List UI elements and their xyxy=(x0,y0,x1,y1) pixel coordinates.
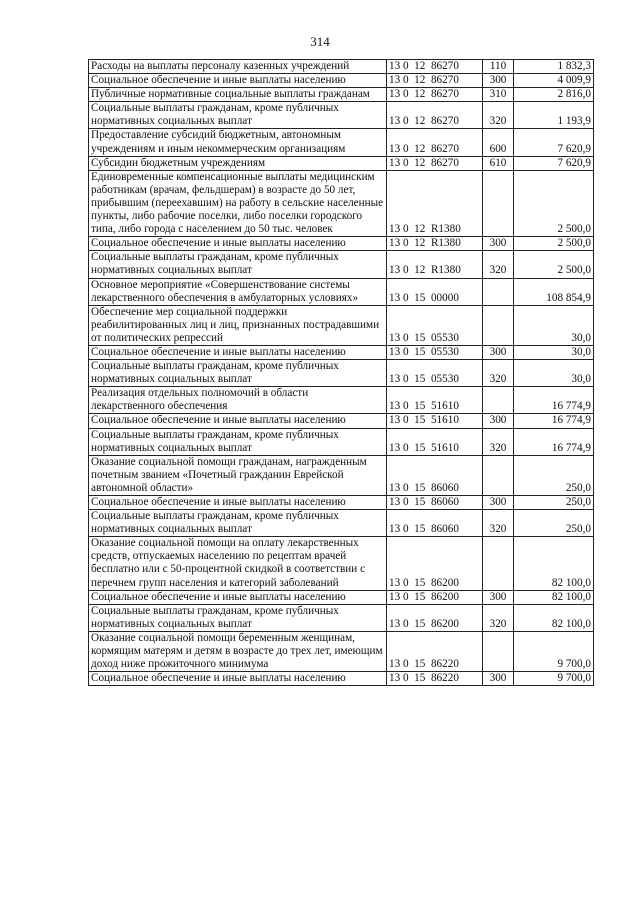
row-code-cell: 13 0 15 86220 xyxy=(387,672,483,686)
row-expense-type-cell xyxy=(483,537,514,590)
row-expense-type-cell xyxy=(483,278,514,305)
row-expense-type-cell: 320 xyxy=(483,360,514,387)
row-sum-cell: 7 620,9 xyxy=(514,129,594,156)
row-code-cell: 13 0 15 05530 xyxy=(387,305,483,345)
row-sum-cell: 250,0 xyxy=(514,455,594,495)
table-row xyxy=(89,360,594,387)
row-code-cell: 13 0 12 86270 xyxy=(387,102,483,129)
row-expense-type-cell: 320 xyxy=(483,510,514,537)
row-sum-cell: 9 700,0 xyxy=(514,672,594,686)
table-row xyxy=(89,631,594,671)
row-expense-type-cell: 300 xyxy=(483,74,514,88)
row-name-cell: Публичные нормативные социальные выплаты гражданам xyxy=(89,88,387,102)
row-sum-cell: 30,0 xyxy=(514,360,594,387)
row-code-cell: 13 0 15 51610 xyxy=(387,414,483,428)
table-row xyxy=(89,590,594,604)
row-code-cell: 13 0 15 86200 xyxy=(387,590,483,604)
row-name-cell: Социальное обеспечение и иные выплаты населению xyxy=(89,74,387,88)
row-sum-cell: 82 100,0 xyxy=(514,604,594,631)
row-name-cell: Социальные выплаты гражданам, кроме публичных нормативных социальных выплат xyxy=(89,510,387,537)
row-code-cell: 13 0 15 05530 xyxy=(387,345,483,359)
row-sum-cell: 1 193,9 xyxy=(514,102,594,129)
row-expense-type-cell: 600 xyxy=(483,129,514,156)
row-code-cell: 13 0 12 R1380 xyxy=(387,170,483,236)
table-row xyxy=(89,102,594,129)
row-code-cell: 13 0 15 86200 xyxy=(387,604,483,631)
row-name-cell: Социальное обеспечение и иные выплаты населению xyxy=(89,590,387,604)
row-code-cell: 13 0 12 86270 xyxy=(387,156,483,170)
row-expense-type-cell xyxy=(483,170,514,236)
row-code-cell: 13 0 15 05530 xyxy=(387,360,483,387)
row-sum-cell: 250,0 xyxy=(514,496,594,510)
row-sum-cell: 2 500,0 xyxy=(514,170,594,236)
row-expense-type-cell xyxy=(483,631,514,671)
row-code-cell: 13 0 12 R1380 xyxy=(387,251,483,278)
row-name-cell: Социальные выплаты гражданам, кроме публичных нормативных социальных выплат xyxy=(89,251,387,278)
row-expense-type-cell: 610 xyxy=(483,156,514,170)
row-name-cell: Предоставление субсидий бюджетным, автономным учреждениям и иным некоммерческим организациям xyxy=(89,129,387,156)
row-sum-cell: 7 620,9 xyxy=(514,156,594,170)
row-sum-cell: 1 832,3 xyxy=(514,60,594,74)
table-row xyxy=(89,387,594,414)
row-sum-cell: 30,0 xyxy=(514,345,594,359)
row-sum-cell: 30,0 xyxy=(514,305,594,345)
row-sum-cell: 16 774,9 xyxy=(514,428,594,455)
row-name-cell: Социальное обеспечение и иные выплаты населению xyxy=(89,496,387,510)
row-name-cell: Оказание социальной помощи гражданам, награжденным почетным званием «Почетный гражданин Еврейской автономной области» xyxy=(89,455,387,495)
row-expense-type-cell: 320 xyxy=(483,428,514,455)
row-code-cell: 13 0 15 51610 xyxy=(387,428,483,455)
table-row xyxy=(89,129,594,156)
row-expense-type-cell: 300 xyxy=(483,237,514,251)
row-expense-type-cell: 320 xyxy=(483,251,514,278)
row-code-cell: 13 0 15 86220 xyxy=(387,631,483,671)
row-code-cell: 13 0 15 86060 xyxy=(387,510,483,537)
row-code-cell: 13 0 12 86270 xyxy=(387,74,483,88)
table-row xyxy=(89,88,594,102)
row-sum-cell: 108 854,9 xyxy=(514,278,594,305)
table-row xyxy=(89,510,594,537)
row-name-cell: Социальные выплаты гражданам, кроме публичных нормативных социальных выплат xyxy=(89,360,387,387)
table-row xyxy=(89,428,594,455)
table-row xyxy=(89,414,594,428)
row-expense-type-cell xyxy=(483,305,514,345)
table-row xyxy=(89,305,594,345)
table-row xyxy=(89,345,594,359)
table-row xyxy=(89,237,594,251)
row-expense-type-cell xyxy=(483,387,514,414)
table-row xyxy=(89,170,594,236)
row-code-cell: 13 0 15 00000 xyxy=(387,278,483,305)
table-row xyxy=(89,60,594,74)
table-row xyxy=(89,537,594,590)
table-row xyxy=(89,455,594,495)
row-name-cell: Единовременные компенсационные выплаты медицинским работникам (врачам, фельдшерам) в возрасте до 50 лет, прибывшим (переехавшим) на работу в сельские населенные пункты, либо рабочие поселки, либо поселки городского типа, либо города с населением до 50 тыс. человек xyxy=(89,170,387,236)
row-name-cell: Расходы на выплаты персоналу казенных учреждений xyxy=(89,60,387,74)
row-code-cell: 13 0 12 86270 xyxy=(387,129,483,156)
row-sum-cell: 82 100,0 xyxy=(514,590,594,604)
row-expense-type-cell: 110 xyxy=(483,60,514,74)
row-expense-type-cell: 310 xyxy=(483,88,514,102)
table-row xyxy=(89,74,594,88)
row-name-cell: Реализация отдельных полномочий в области лекарственного обеспечения xyxy=(89,387,387,414)
row-name-cell: Социальное обеспечение и иные выплаты населению xyxy=(89,237,387,251)
row-expense-type-cell: 320 xyxy=(483,102,514,129)
row-sum-cell: 82 100,0 xyxy=(514,537,594,590)
budget-table xyxy=(88,59,594,686)
row-sum-cell: 2 816,0 xyxy=(514,88,594,102)
page-number: 314 xyxy=(310,34,330,49)
table-row xyxy=(89,278,594,305)
row-sum-cell: 250,0 xyxy=(514,510,594,537)
row-code-cell: 13 0 15 51610 xyxy=(387,387,483,414)
row-expense-type-cell: 300 xyxy=(483,414,514,428)
table-row xyxy=(89,251,594,278)
row-sum-cell: 16 774,9 xyxy=(514,387,594,414)
row-sum-cell: 2 500,0 xyxy=(514,237,594,251)
row-code-cell: 13 0 12 86270 xyxy=(387,60,483,74)
row-expense-type-cell: 300 xyxy=(483,345,514,359)
row-name-cell: Социальные выплаты гражданам, кроме публичных нормативных социальных выплат xyxy=(89,428,387,455)
row-name-cell: Оказание социальной помощи беременным женщинам, кормящим матерям и детям в возрасте до трех лет, имеющим доход ниже прожиточного минимума xyxy=(89,631,387,671)
row-name-cell: Оказание социальной помощи на оплату лекарственных средств, отпускаемых населению по рецептам врачей бесплатно или с 50-процентной скидкой в соответствии с перечнем групп населения и категорий заболеваний xyxy=(89,537,387,590)
row-expense-type-cell: 320 xyxy=(483,604,514,631)
row-name-cell: Обеспечение мер социальной поддержки реабилитированных лиц и лиц, признанных пострадавшими от политических репрессий xyxy=(89,305,387,345)
table-row xyxy=(89,156,594,170)
row-sum-cell: 4 009,9 xyxy=(514,74,594,88)
budget-table-body xyxy=(89,60,594,686)
row-expense-type-cell: 300 xyxy=(483,496,514,510)
row-name-cell: Социальные выплаты гражданам, кроме публичных нормативных социальных выплат xyxy=(89,102,387,129)
row-expense-type-cell xyxy=(483,455,514,495)
row-code-cell: 13 0 15 86200 xyxy=(387,537,483,590)
row-name-cell: Социальные выплаты гражданам, кроме публичных нормативных социальных выплат xyxy=(89,604,387,631)
row-code-cell: 13 0 15 86060 xyxy=(387,455,483,495)
row-name-cell: Социальное обеспечение и иные выплаты населению xyxy=(89,345,387,359)
row-name-cell: Социальное обеспечение и иные выплаты населению xyxy=(89,414,387,428)
row-sum-cell: 2 500,0 xyxy=(514,251,594,278)
table-row xyxy=(89,496,594,510)
row-name-cell: Субсидии бюджетным учреждениям xyxy=(89,156,387,170)
row-code-cell: 13 0 12 R1380 xyxy=(387,237,483,251)
table-row xyxy=(89,604,594,631)
row-name-cell: Социальное обеспечение и иные выплаты населению xyxy=(89,672,387,686)
row-expense-type-cell: 300 xyxy=(483,672,514,686)
row-sum-cell: 16 774,9 xyxy=(514,414,594,428)
row-code-cell: 13 0 15 86060 xyxy=(387,496,483,510)
row-code-cell: 13 0 12 86270 xyxy=(387,88,483,102)
row-expense-type-cell: 300 xyxy=(483,590,514,604)
row-sum-cell: 9 700,0 xyxy=(514,631,594,671)
row-name-cell: Основное мероприятие «Совершенствование системы лекарственного обеспечения в амбулаторных условиях» xyxy=(89,278,387,305)
table-row xyxy=(89,672,594,686)
